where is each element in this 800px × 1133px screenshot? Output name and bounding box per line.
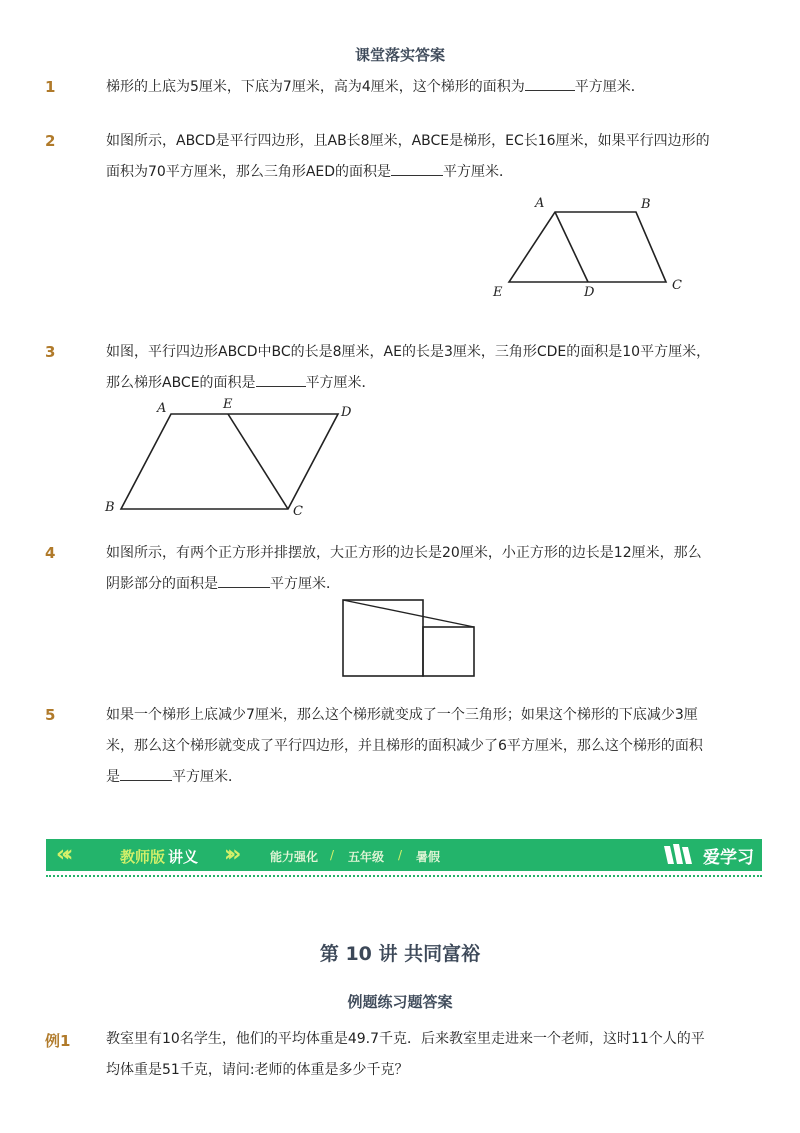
question-number: 1: [45, 78, 56, 96]
question-suffix: 平方厘米．: [305, 375, 376, 391]
lecture-title: 第 10 讲 共同富裕: [319, 943, 481, 965]
question-number: 4: [45, 544, 56, 562]
small-square: [423, 627, 474, 676]
banner-divider: [46, 875, 762, 877]
question-line: 如图所示，ABCD是平行四边形，且AB长8厘米，ABCE是梯形，EC长16厘米，如果平行四边形的: [106, 133, 710, 149]
label-c: C: [672, 278, 682, 293]
banner-edition-suffix: 讲义: [168, 848, 199, 866]
diagonal-line: [343, 600, 474, 627]
label-b: B: [641, 197, 651, 212]
chevron-left-icon: «‹: [56, 842, 68, 867]
example-line: 教室里有10名学生，他们的平均体重是49.7千克．后来教室里走进来一个老师，这时11个人的平: [106, 1031, 705, 1047]
question-line: 米，那么这个梯形就变成了平行四边形，并且梯形的面积减少了6平方厘米，那么这个梯形的面积: [106, 738, 703, 754]
question-line: 如图，平行四边形ABCD中BC的长是8厘米，AE的长是3厘米，三角形CDE的面积是10平方厘米，: [106, 344, 711, 360]
example-section-title: 例题练习题答案: [347, 993, 453, 1011]
section-title: 课堂落实答案: [354, 46, 445, 64]
question-line: 面积为70平方厘米，那么三角形AED的面积是: [106, 164, 392, 180]
brand-name: 爱学习: [703, 848, 754, 868]
breadcrumb-separator: /: [398, 848, 403, 862]
label-e: E: [493, 285, 503, 300]
question-number: 3: [45, 343, 56, 361]
answer-blank: [120, 766, 172, 781]
question-text: [106, 700, 746, 793]
example-line: 均体重是51千克，请问:老师的体重是多少千克？: [106, 1062, 409, 1078]
question-number: 2: [45, 132, 56, 150]
question-line: 如图所示，有两个正方形并排摆放，大正方形的边长是20厘米，小正方形的边长是12厘米，那么: [106, 545, 702, 561]
teacher-edition-banner: [46, 839, 762, 871]
question-number: 5: [45, 706, 56, 724]
question-suffix: 平方厘米．: [270, 576, 340, 592]
label-a: A: [535, 196, 545, 211]
question-suffix: 平方厘米．: [574, 79, 645, 95]
banner-edition: 教师版: [120, 848, 166, 866]
breadcrumb-level: 能力强化: [270, 850, 319, 864]
question-suffix: 平方厘米．: [443, 164, 514, 180]
chevron-right-icon: ›»: [224, 842, 236, 867]
brand-logo-mark: [664, 844, 692, 864]
large-square: [343, 600, 423, 676]
question-line: 阴影部分的面积是: [106, 576, 218, 592]
example-number: 例1: [45, 1032, 71, 1050]
example-text: [106, 1024, 746, 1086]
question-suffix: 平方厘米．: [172, 769, 242, 785]
label-b: B: [105, 500, 115, 515]
breadcrumb-grade: 五年级: [348, 850, 385, 864]
label-d: D: [341, 405, 352, 420]
question-line: 那么梯形ABCE的面积是: [106, 375, 256, 391]
question-line: 如果一个梯形上底减少7厘米，那么这个梯形就变成了一个三角形；如果这个梯形的下底减少3厘: [106, 707, 698, 723]
brand-logo-icon: [662, 842, 698, 868]
label-d: D: [584, 285, 595, 300]
breadcrumb-separator: /: [330, 848, 335, 862]
label-a: A: [157, 401, 167, 416]
question-line: 梯形的上底为5厘米，下底为7厘米，高为4厘米，这个梯形的面积为: [106, 79, 525, 95]
label-c: C: [293, 504, 303, 519]
label-e: E: [223, 397, 233, 412]
question-line: 是: [106, 769, 120, 785]
breadcrumb-term: 暑假: [416, 850, 441, 864]
